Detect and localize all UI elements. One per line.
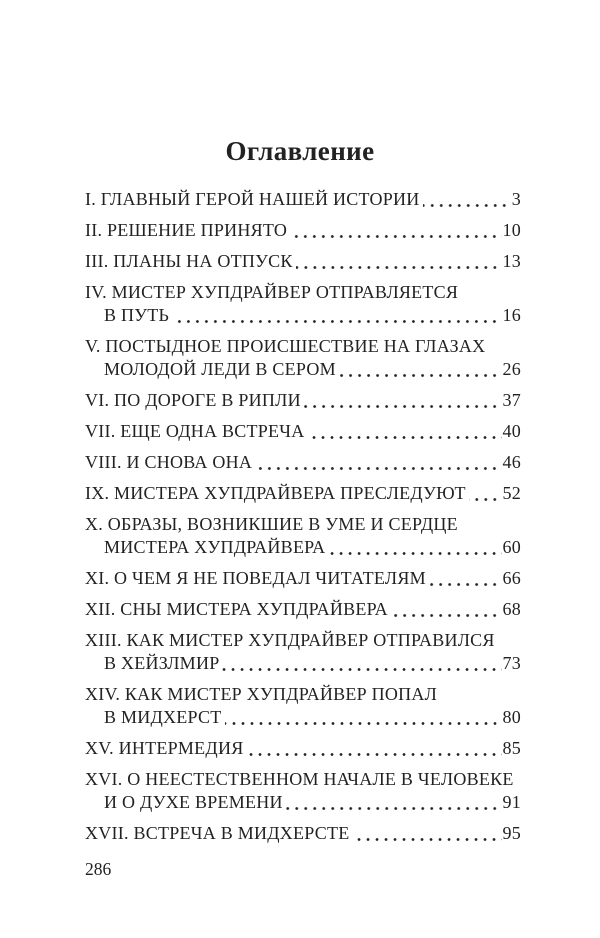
- toc-entry[interactable]: [85, 513, 521, 559]
- toc-entry-title-continued: И О ДУХЕ ВРЕМЕНИ: [104, 792, 283, 812]
- toc-entry-title: I. ГЛАВНЫЙ ГЕРОЙ НАШЕЙ ИСТОРИИ: [85, 189, 420, 209]
- toc-entry-line: [85, 768, 521, 791]
- toc-entry[interactable]: [85, 451, 521, 474]
- toc-entry[interactable]: [85, 598, 521, 621]
- toc-entry-title: II. РЕШЕНИЕ ПРИНЯТО: [85, 220, 288, 240]
- toc-entry-page: 95: [502, 823, 521, 843]
- toc-entry-line: [85, 304, 521, 327]
- toc-entry-line: [85, 567, 521, 590]
- toc-entry-title: V. ПОСТЫДНОЕ ПРОИСШЕСТВИЕ НА ГЛАЗАХ: [85, 336, 486, 356]
- toc-entry-page: 26: [502, 359, 521, 379]
- dot-leader: [290, 234, 501, 239]
- toc-entry-page: 60: [502, 537, 521, 557]
- toc-entry-title-continued: В ПУТЬ: [104, 305, 170, 325]
- dot-leader: [225, 721, 502, 726]
- toc-entry[interactable]: [85, 335, 521, 381]
- dot-leader: [172, 319, 501, 324]
- toc-entry-line: [85, 389, 521, 412]
- toc-entry[interactable]: [85, 281, 521, 327]
- toc-entry-title-continued: МОЛОДОЙ ЛЕДИ В СЕРОМ: [104, 359, 336, 379]
- toc-entry-line: [85, 791, 521, 814]
- toc-entry-page: 68: [502, 599, 521, 619]
- dot-leader: [391, 613, 502, 618]
- dot-leader: [222, 667, 501, 672]
- toc-entry-page: 10: [502, 220, 521, 240]
- toc-entry[interactable]: [85, 683, 521, 729]
- toc-entry-title: III. ПЛАНЫ НА ОТПУСК: [85, 251, 293, 271]
- toc-entry[interactable]: [85, 567, 521, 590]
- toc-entry-line: [85, 281, 521, 304]
- dot-leader: [328, 551, 501, 556]
- page-number: 286: [85, 859, 112, 879]
- toc-entry[interactable]: [85, 737, 521, 760]
- toc-entry-line: [85, 188, 521, 211]
- toc-entry-title: XI. О ЧЕМ Я НЕ ПОВЕДАЛ ЧИТАТЕЛЯМ: [85, 568, 426, 588]
- toc-entry-line: [85, 358, 521, 381]
- toc-entry-title: IX. МИСТЕРА ХУПДРАЙВЕРА ПРЕСЛЕДУЮТ: [85, 483, 466, 503]
- toc-entry-page: 46: [502, 452, 521, 472]
- dot-leader: [429, 582, 502, 587]
- toc-entry-line: [85, 706, 521, 729]
- toc-entry-title-continued: В ХЕЙЗЛМИР: [104, 653, 220, 673]
- toc-entry-page: 37: [502, 390, 521, 410]
- dot-leader: [255, 466, 501, 471]
- toc-entry-line: [85, 652, 521, 675]
- toc-entry-line: [85, 822, 521, 845]
- toc-entry-line: [85, 598, 521, 621]
- toc-entry-page: 91: [502, 792, 521, 812]
- toc-entry-title: VIII. И СНОВА ОНА: [85, 452, 253, 472]
- toc-entry-line: [85, 420, 521, 443]
- toc-entry-line: [85, 629, 521, 652]
- table-of-contents: [85, 188, 521, 853]
- toc-entry-line: [85, 513, 521, 536]
- toc-entry-title: XV. ИНТЕРМЕДИЯ: [85, 738, 244, 758]
- toc-entry[interactable]: [85, 219, 521, 242]
- toc-entry-page: 73: [502, 653, 521, 673]
- toc-entry-title: IV. МИСТЕР ХУПДРАЙВЕР ОТПРАВЛЯЕТСЯ: [85, 282, 459, 302]
- toc-entry-line: [85, 219, 521, 242]
- toc-entry-page: 85: [502, 738, 521, 758]
- dot-leader: [469, 497, 502, 502]
- toc-entry-page: 16: [502, 305, 521, 325]
- page-title: Оглавление: [225, 136, 375, 166]
- dot-leader: [307, 435, 501, 440]
- toc-entry-title-continued: В МИДХЕРСТ: [104, 707, 222, 727]
- toc-entry-title: X. ОБРАЗЫ, ВОЗНИКШИЕ В УМЕ И СЕРДЦЕ: [85, 514, 458, 534]
- toc-entry[interactable]: [85, 389, 521, 412]
- toc-entry-title: XII. СНЫ МИСТЕРА ХУПДРАЙВЕРА: [85, 599, 388, 619]
- toc-entry[interactable]: [85, 420, 521, 443]
- toc-entry-title: XIII. КАК МИСТЕР ХУПДРАЙВЕР ОТПРАВИЛСЯ: [85, 630, 495, 650]
- toc-entry-page: 80: [502, 707, 521, 727]
- toc-entry-title-continued: МИСТЕРА ХУПДРАЙВЕРА: [104, 537, 326, 557]
- toc-entry[interactable]: [85, 188, 521, 211]
- toc-entry-page: 52: [502, 483, 521, 503]
- toc-entry-line: [85, 335, 521, 358]
- toc-entry-page: 3: [511, 189, 521, 209]
- toc-entry-line: [85, 683, 521, 706]
- toc-entry[interactable]: [85, 822, 521, 845]
- toc-entry[interactable]: [85, 250, 521, 273]
- toc-entry[interactable]: [85, 629, 521, 675]
- toc-entry-line: [85, 737, 521, 760]
- dot-leader: [352, 837, 501, 842]
- dot-leader: [304, 404, 502, 409]
- toc-entry-line: [85, 482, 521, 505]
- dot-leader: [423, 203, 511, 208]
- toc-entry-title: VI. ПО ДОРОГЕ В РИПЛИ: [85, 390, 301, 410]
- dot-leader: [296, 265, 502, 270]
- toc-entry[interactable]: [85, 482, 521, 505]
- toc-entry-page: 66: [502, 568, 521, 588]
- toc-entry-title: VII. ЕЩЕ ОДНА ВСТРЕЧА: [85, 421, 305, 441]
- toc-entry[interactable]: [85, 768, 521, 814]
- dot-leader: [286, 806, 502, 811]
- toc-entry-title: XIV. КАК МИСТЕР ХУПДРАЙВЕР ПОПАЛ: [85, 684, 438, 704]
- toc-entry-line: [85, 451, 521, 474]
- toc-entry-title: XVI. О НЕЕСТЕСТВЕННОМ НАЧАЛЕ В ЧЕЛОВЕКЕ: [85, 769, 514, 789]
- dot-leader: [339, 373, 502, 378]
- toc-entry-page: 40: [502, 421, 521, 441]
- toc-entry-page: 13: [502, 251, 521, 271]
- toc-entry-line: [85, 536, 521, 559]
- toc-entry-title: XVII. ВСТРЕЧА В МИДХЕРСТЕ: [85, 823, 350, 843]
- dot-leader: [246, 752, 501, 757]
- toc-entry-line: [85, 250, 521, 273]
